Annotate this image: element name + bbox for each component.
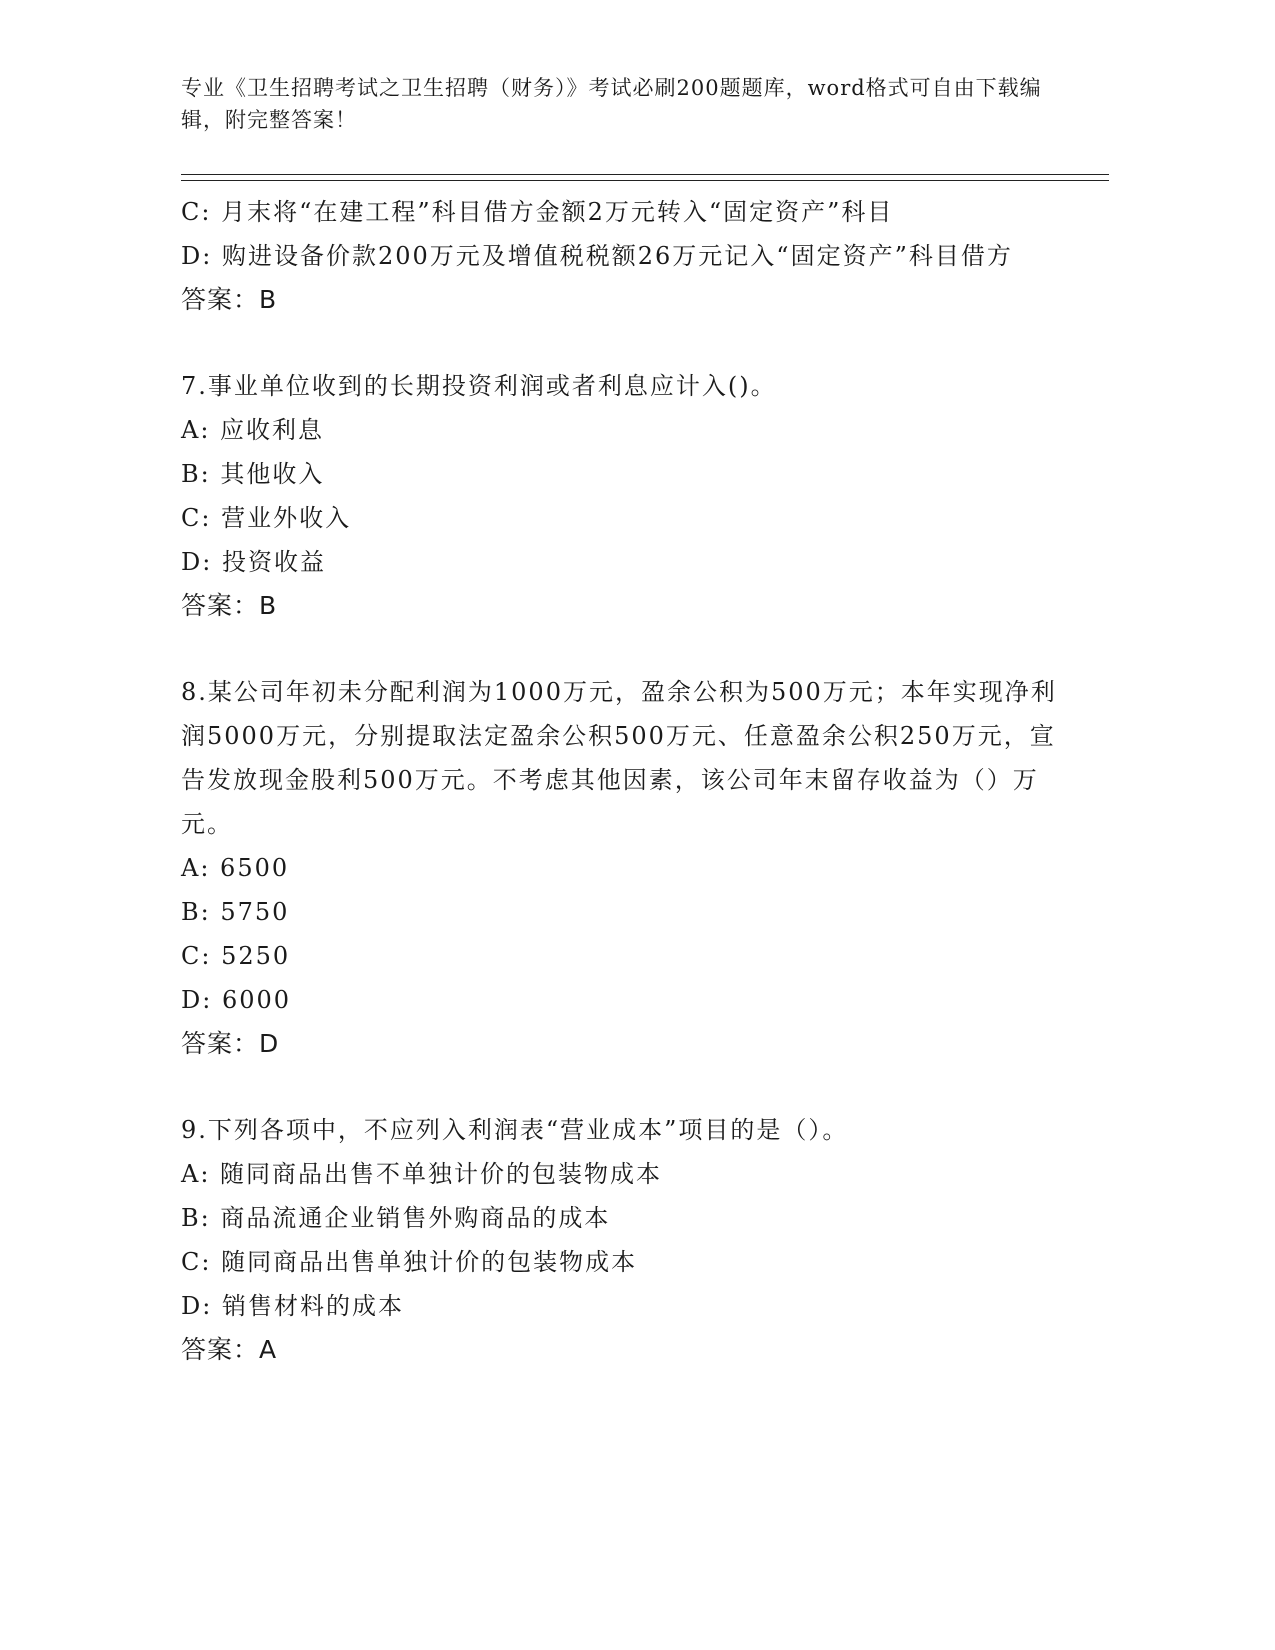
option-c: C: 营业外收入 xyxy=(181,504,352,532)
option-d: D: 6000 xyxy=(181,986,292,1014)
spacer xyxy=(181,1066,1061,1108)
spacer xyxy=(181,628,1061,670)
question-stem: 7.事业单位收到的长期投资利润或者利息应计入()。 xyxy=(181,372,777,400)
option-c: C: 随同商品出售单独计价的包装物成本 xyxy=(181,1248,638,1276)
question-7 xyxy=(181,364,1061,628)
option-a: A: 随同商品出售不单独计价的包装物成本 xyxy=(181,1160,663,1188)
option-d: D: 购进设备价款200万元及增值税税额26万元记入“固定资产”科目借方 xyxy=(181,242,1013,270)
option-a: A: 6500 xyxy=(181,854,290,882)
option-c: C: 月末将“在建工程”科目借方金额2万元转入“固定资产”科目 xyxy=(181,198,894,226)
spacer xyxy=(181,322,1061,364)
partial-question xyxy=(181,190,1061,322)
document-body xyxy=(181,190,1061,1372)
question-stem: 9.下列各项中，不应列入利润表“营业成本”项目的是（）。 xyxy=(181,1116,849,1144)
option-b: B: 其他收入 xyxy=(181,460,325,488)
answer-line: 答案：D xyxy=(181,1029,280,1058)
document-header: 专业《卫生招聘考试之卫生招聘（财务）》考试必刷200题题库，word格式可自由下载编辑，附完整答案！ xyxy=(181,76,1042,132)
answer-line: 答案：B xyxy=(181,591,278,620)
option-c: C: 5250 xyxy=(181,942,291,970)
option-b: B: 商品流通企业销售外购商品的成本 xyxy=(181,1204,611,1232)
question-stem: 8.某公司年初未分配利润为1000万元，盈余公积为500万元；本年实现净利润5000万元，分别提取法定盈余公积500万元、任意盈余公积250万元，宣告发放现金股利500万元。不考虑其他因素，该公司年末留存收益为（）万元。 xyxy=(181,678,1057,838)
answer-line: 答案：A xyxy=(181,1335,278,1364)
answer-line: 答案：B xyxy=(181,285,278,314)
question-8 xyxy=(181,670,1061,1066)
option-a: A: 应收利息 xyxy=(181,416,325,444)
question-9 xyxy=(181,1108,1061,1372)
option-d: D: 投资收益 xyxy=(181,548,326,576)
option-d: D: 销售材料的成本 xyxy=(181,1292,404,1320)
header-divider-top xyxy=(181,174,1109,175)
option-b: B: 5750 xyxy=(181,898,290,926)
header-divider-bottom xyxy=(181,180,1109,181)
